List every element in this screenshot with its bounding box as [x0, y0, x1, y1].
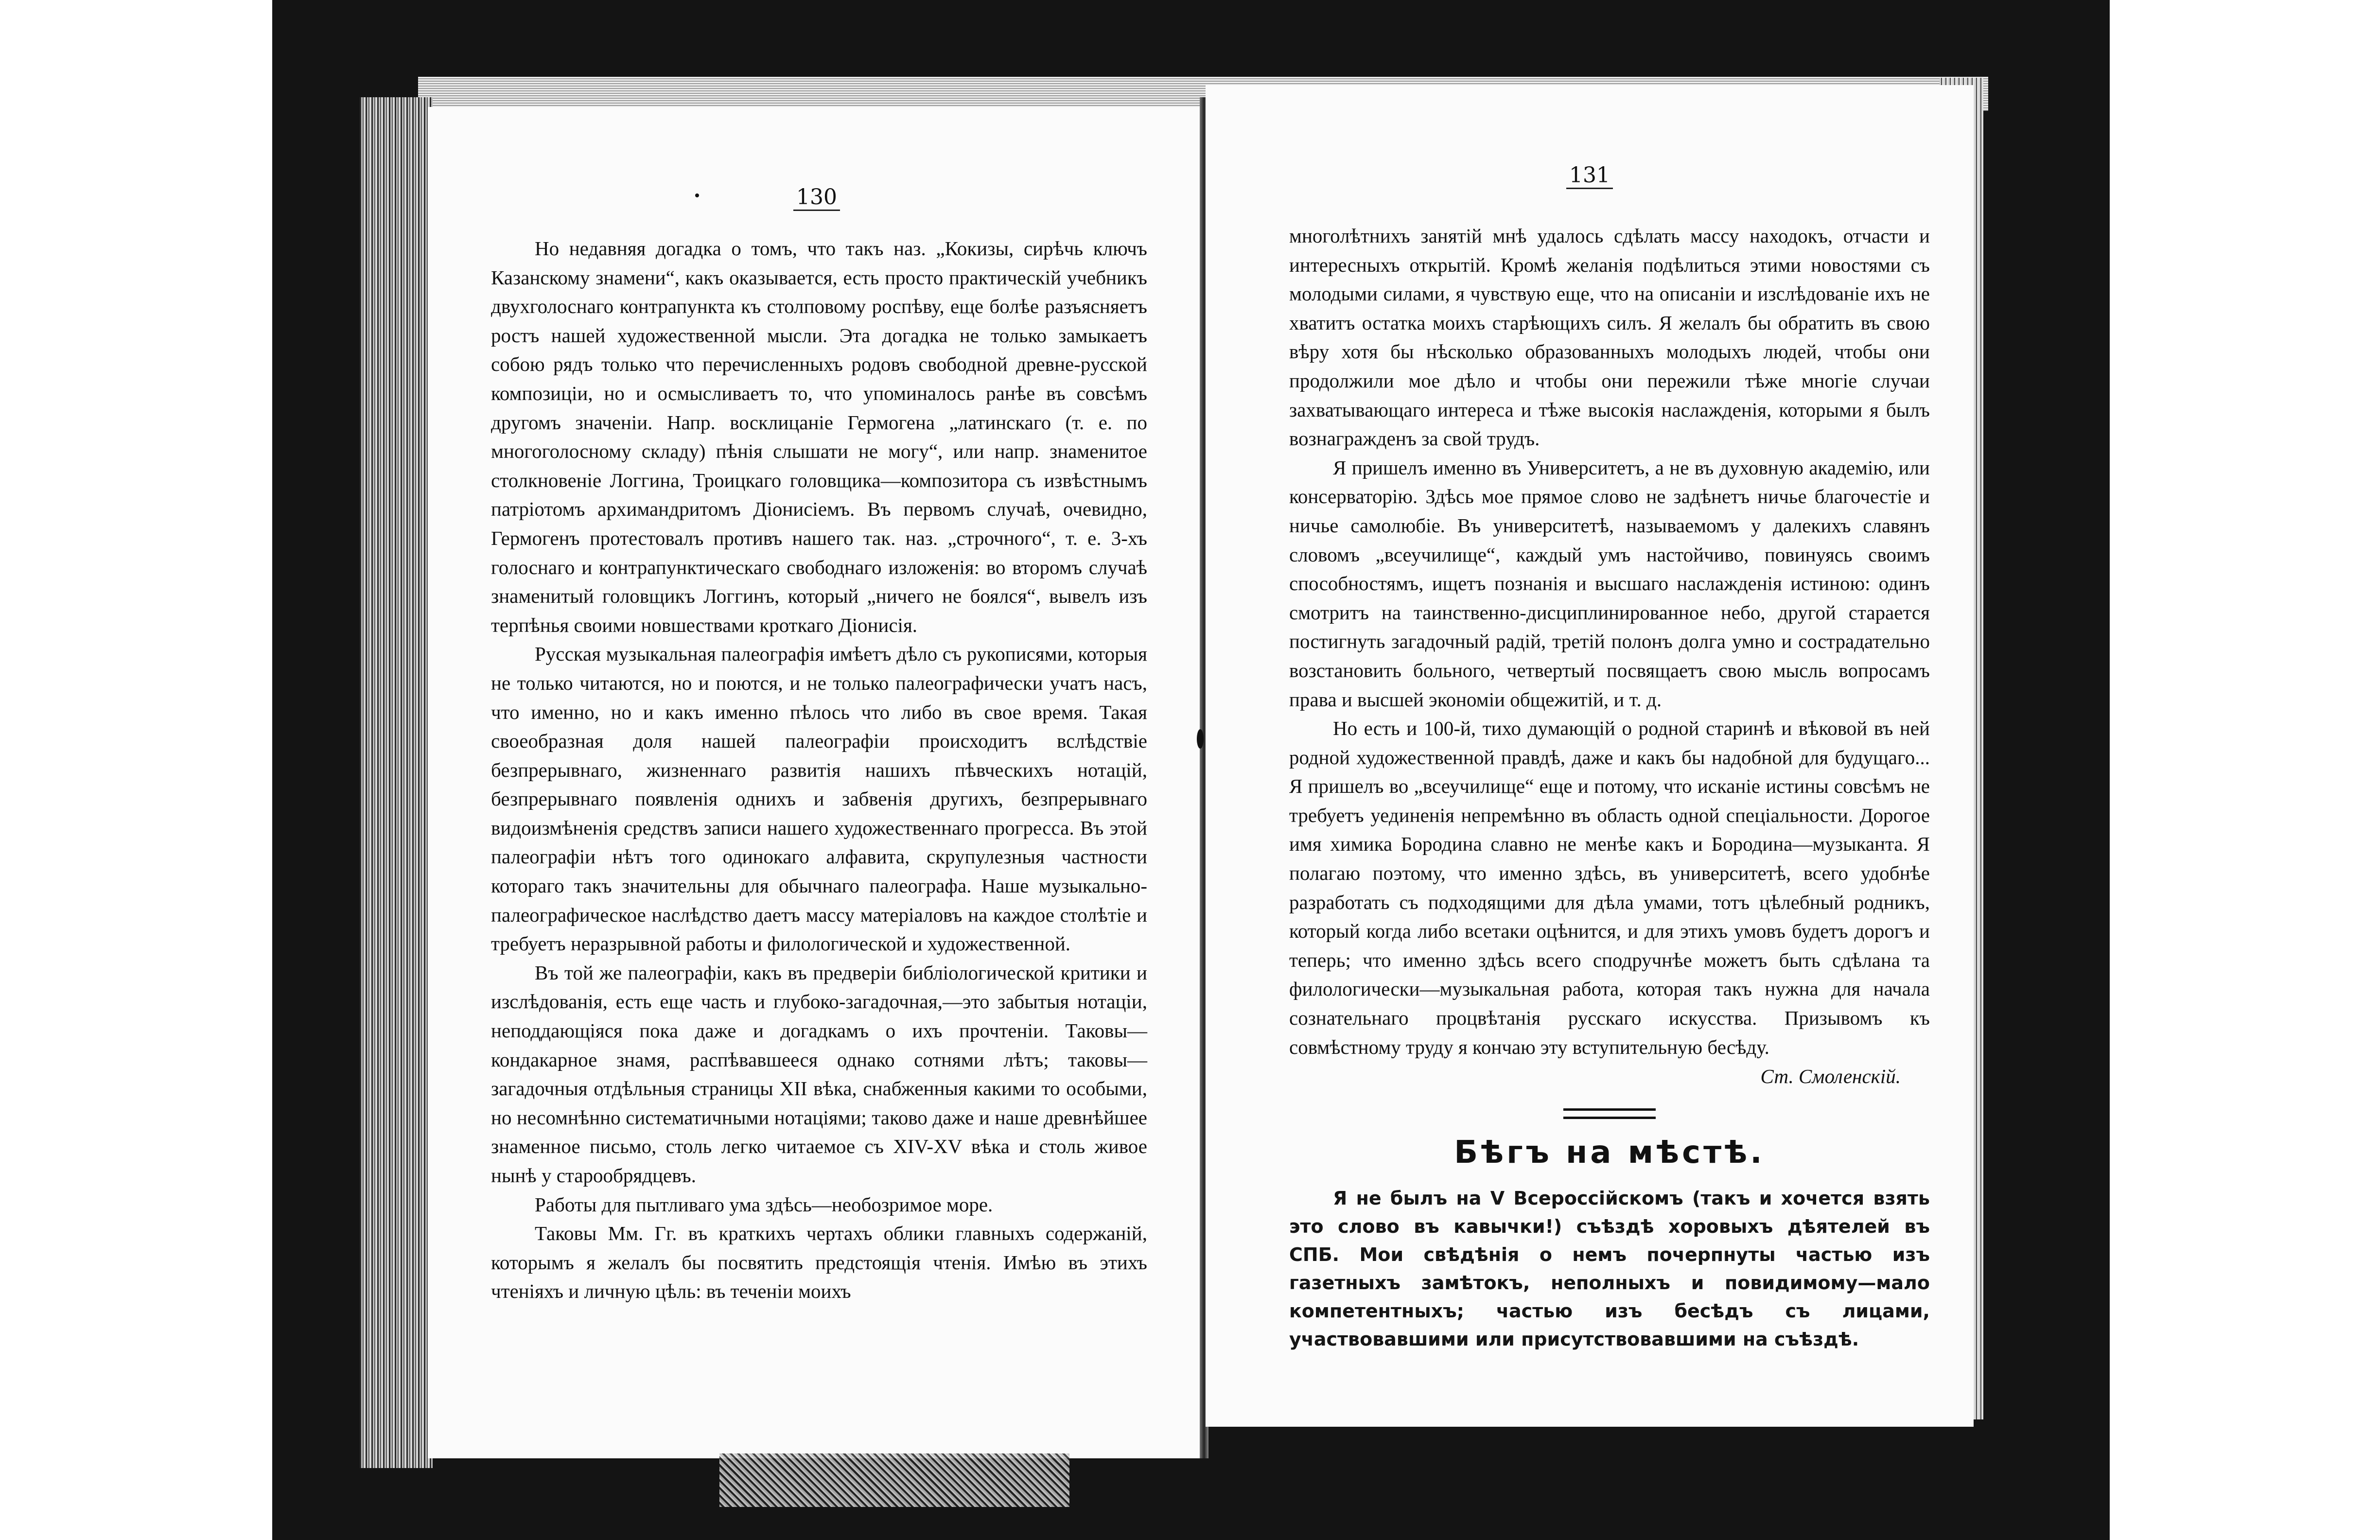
- paragraph: Я не былъ на V Всероссійскомъ (такъ и хочется взять это слово въ кавычки!) съѣздѣ хоровыхъ дѣятелей въ СПБ. Мои свѣдѣнія о немъ почерпнуты частью изъ газетныхъ замѣтокъ, неполныхъ и повидимому—мало компетентныхъ; частью изъ бесѣдъ съ лицами, участвовавшими или присутствовавшими на съѣздѣ.: [1289, 1187, 1930, 1350]
- paragraph: Я пришелъ именно въ Университетъ, а не въ духовную академію, или консерваторію. Здѣсь мое прямое слово не задѣнетъ ничье благочестіе и ничье самолюбіе. Въ университетѣ, называемомъ у далекихъ славянъ словомъ „всеучилище“, каждый умъ настойчиво, повинуясь своимъ способностямъ, ищетъ познанія и высшаго наслажденія истиною: одинъ смотритъ на таинственно-дисциплинированное небо, другой старается постигнуть загадочный радій, третій полонъ долга умно и сострадательно возстановить больного, четвертый посвящаетъ свою мысль вопросамъ права и высшей экономіи общежитій, и т. д.: [1289, 456, 1930, 711]
- book-left-edge: [360, 97, 433, 1468]
- paragraph: Русская музыкальная палеографія имѣетъ дѣло съ рукописями, которыя не только читаются, но и поются, и не только палеографически учатъ насъ, что именно, но и какъ именно пѣлось что либо въ свое время. Такая своеобразная доля нашей палеографіи происходитъ вслѣдствіе безпрерывнаго, жизненнаго развитія нашихъ пѣвческихъ нотацій, безпрерывнаго появленія однихъ и забвенія другихъ, безпрерывнаго видоизмѣненія средствъ записи нашего художественнаго прогресса. Въ этой палеографіи нѣтъ того одинокаго алфавита, скрупулезныя частности котораго такъ значительны для обычнаго палеографа. Наше музыкально-палеографическое наслѣдство даетъ массу матеріаловъ на каждое столѣтіе и требуетъ неразрывной работы и филологической и художественной.: [491, 643, 1147, 955]
- right-page-number: 131: [1206, 163, 1974, 188]
- article-heading: Бѣгъ на мѣстѣ.: [1454, 1135, 1765, 1171]
- section-divider: [1563, 1108, 1656, 1119]
- article-text: [1289, 1184, 1930, 1353]
- paragraph: Въ той же палеографіи, какъ въ предверіи библіологической критики и изслѣдованія, есть еще часть и глубоко-загадочная,—это забытыя нотаціи, неподдающіяся пока даже и догадкамъ о ихъ прочтеніи. Таковы—кондакарное знамя, распѣвавшееся однако сотнями лѣтъ; таковы—загадочныя отдѣльныя страницы XII вѣка, снабженныя какими то особыми, но несомнѣнно систематичными нотаціями; таково даже и наше древнѣйшее знаменное письмо, столь легко читаемое съ XIV-XV вѣка и столь живое нынѣ у старообрядцевъ.: [491, 961, 1147, 1187]
- left-page: [428, 107, 1206, 1458]
- left-page-number: 130: [428, 185, 1206, 210]
- paragraph: Но недавняя догадка о томъ, что такъ наз. „Кокизы, сирѣчь ключъ Казанскому знамени“, какъ оказывается, есть просто практическій учебникъ двухголоснаго контрапункта къ столповому роспѣву, еще болѣе разъясняетъ ростъ нашей художественной мысли. Эта догадка не только замыкаетъ собою рядъ только что перечисленныхъ родовъ свободной древне-русской композиціи, но и осмысливаетъ то, что упоминалось ранѣе въ совсѣмъ другомъ значеніи. Напр. восклицаніе Гермогена „латинскаго (т. е. по многоголосному складу) пѣнія слышати не могу“, или напр. знаменитое столкновеніе Логгина, Троицкаго головщика—композитора съ извѣстнымъ патріотомъ архимандритомъ Діонисіемъ. Въ первомъ случаѣ, очевидно, Гермогенъ протестовалъ противъ нашего так. наз. „строчного“, т. е. 3-хъ голоснаго и контрапунктическаго свободнаго изложенія: во второмъ случаѣ знаменитый головщикъ Логгинъ, который „ничего не боялся“, вывелъ изъ терпѣнья своими новшествами кроткаго Діонисія.: [491, 237, 1147, 636]
- right-page-text: [1289, 222, 1930, 1353]
- author-signature: Ст. Смоленскій.: [1760, 1065, 1901, 1088]
- paragraph: Но есть и 100-й, тихо думающій о родной старинѣ и вѣковой въ ней родной художественной правдѣ, даже и какъ бы надобной для будущаго... Я пришелъ во „всеучилище“ еще и потому, что исканіе истины совсѣмъ не требуетъ уединенія непремѣнно въ область одной спеціальности. Дорогое имя химика Бородина славно не менѣе какъ и Бородина—музыканта. Я полагаю поэтому, что именно здѣсь, въ университетѣ, всего удобнѣе разработать съ подходящими для дѣла умами, тотъ цѣлебный родникъ, который когда либо всетаки оцѣнится, и для этихъ умовъ будетъ дорогъ и теперь; что именно здѣсь всего сподручнѣе можетъ быть сдѣлана та филологически—музыкальная работа, которая такъ нужна для начала сознательнаго процвѣтанія русскаго искусства. Призывомъ къ совмѣстному труду я кончаю эту вступительную бесѣду.: [1289, 717, 1930, 1058]
- paragraph: Работы для пытливаго ума здѣсь—необозримое море.: [535, 1193, 993, 1216]
- scan-smudge: [719, 1453, 1069, 1507]
- left-page-text: [491, 234, 1147, 1306]
- scan-speck: [1197, 729, 1204, 749]
- scan-speck: [695, 193, 699, 197]
- paragraph: Таковы Мм. Гг. въ краткихъ чертахъ облики главныхъ содержаній, которымъ я желалъ бы посвятить предстоящія чтенія. Имѣю въ этихъ чтеніяхъ и личную цѣль: въ теченіи моихъ: [491, 1222, 1147, 1303]
- paragraph: многолѣтнихъ занятій мнѣ удалось сдѣлать массу находокъ, отчасти и интересныхъ открытій. Кромѣ желанія подѣлиться этими новостями съ молодыми силами, я чувствую еще, что на описаніи и изслѣдованіе ихъ не хватитъ остатка моихъ старѣющихъ силъ. Я желалъ бы обратить въ свою вѣру хотя бы нѣсколько образованныхъ молодыхъ людей, чтобы они продолжили мое дѣло и чтобы они пережили тѣже многіе случаи захватывающаго интереса и тѣже высокія наслажденія, которыми я былъ вознагражденъ за свой трудъ.: [1289, 225, 1930, 450]
- right-page: [1206, 85, 1974, 1427]
